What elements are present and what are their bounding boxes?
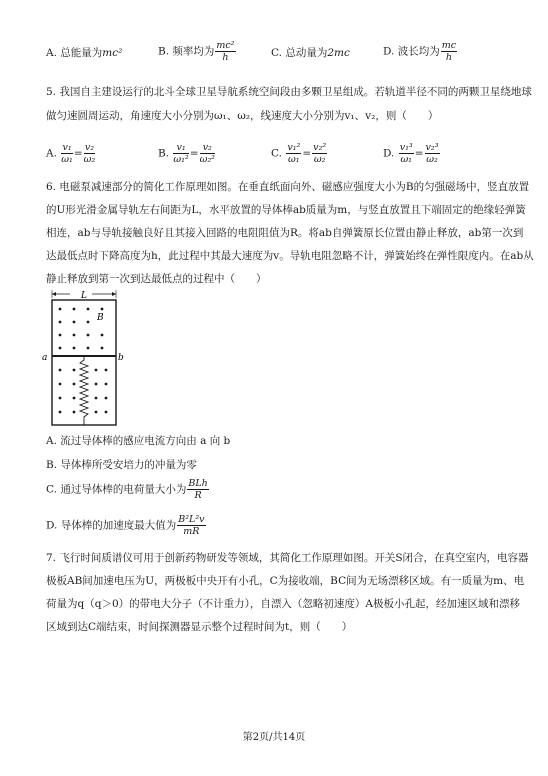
q4-option-a-label: A. 总能量为 <box>46 47 103 59</box>
q5-stem-line2: 做匀速圆周运动，角速度大小分别为ω₁、ω₂，线速度大小分别为v₁、v₂，则（ ） <box>46 110 439 122</box>
q6-option-c: C. 通过导体棒的电荷量大小为 $\frac{\text{BLh}}{R}$ <box>46 478 208 501</box>
q4-option-c-expr: 2mc <box>327 47 350 59</box>
q4-option-d <box>383 40 458 63</box>
q6-figure-label-b: b <box>118 353 124 363</box>
q6-stem-line2: 的U形光滑金属导轨左右间距为L，水平放置的导体棒ab质量为m，与竖直放置且下端固定的绝缘轻弹簧 <box>46 204 526 216</box>
q4-option-c <box>271 46 350 60</box>
q4-option-d-frac: $\frac{mc}{h}$ <box>441 40 457 63</box>
q6-figure <box>40 288 130 428</box>
q7-stem-line1: 7. 飞行时间质谱仪可用于创新药物研发等领域，其简化工作原理如图。开关S闭合，在真空室内，电容器 <box>46 552 529 564</box>
q4-option-d-label: D. 波长均为 <box>383 45 440 58</box>
q6-figure-label-L: L <box>81 291 87 301</box>
q7-stem-line4: 区域到达C端结束，时间探测器显示整个过程时间为t，则（ ） <box>46 621 353 633</box>
q4-option-b <box>158 40 237 63</box>
q5-option-a: A. $\frac{\text{v₁}}{\text{ω₁}}$ = $\frac{\text{v₂}}{\text{ω₂}}$ <box>46 142 96 165</box>
q4-option-b-frac: $\frac{\text{mc²}}{h}$ <box>216 40 235 63</box>
q6-option-a: A. 流过导体棒的感应电流方向由 a 向 b <box>46 435 231 447</box>
q4-option-c-label: C. 总动量为 <box>271 47 328 59</box>
q6-figure-label-B: B <box>97 313 104 323</box>
q7-stem-line2: 极板AB间加速电压为U，两极板中央开有小孔，C为接收端，BC间为无场漂移区域。有一质量为m、电 <box>46 575 525 587</box>
q4-option-a <box>46 46 122 60</box>
q6-option-d: D. 导体棒的加速度最大值为 $\frac{\text{B²L²v}}{mR}$ <box>46 514 205 537</box>
q4-option-b-label: B. 频率均为 <box>158 45 215 58</box>
page-footer: 第2页/共14页 <box>242 732 306 743</box>
q5-option-d: D. $\frac{\text{v₁³}}{\text{ω₁}}$ = $\frac{\text{v₂³}}{\text{ω₂}}$ <box>383 142 439 165</box>
spring <box>80 356 88 425</box>
q5-option-c: C. $\frac{\text{v₁²}}{\text{ω₁}}$ = $\frac{\text{v₂²}}{\text{ω₂}}$ <box>271 142 327 165</box>
q5-option-b: B. $\frac{\text{v₁}}{\text{ω₁²}}$ = $\frac{\text{v₂}}{\text{ω₂²}}$ <box>158 142 215 165</box>
q6-figure-label-a: a <box>42 353 48 363</box>
q6-option-b: B. 导体棒所受安培力的冲量为零 <box>46 459 197 471</box>
q5-stem-line1: 5. 我国自主建设运行的北斗全球卫星导航系统空间段由多颗卫星组成。若轨道半径不同的两颗卫星绕地球 <box>46 86 532 98</box>
q6-stem-line5: 静止释放到第一次到达最低点的过程中（ ） <box>46 273 267 285</box>
q6-stem-line1: 6. 电磁泵减速部分的简化工作原理如图。在垂直纸面向外、磁感应强度大小为B的匀强磁场中，竖直放置 <box>46 181 530 193</box>
q6-stem-line4: 达最低点时下降高度为h，此过程中其最大速度为v。导轨电阻忽略不计，弹簧始终在弹性限度内。在ab从 <box>46 250 534 262</box>
q6-stem-line3: 相连，ab与导轨接触良好且其接入回路的电阻阻值为R。将ab自弹簧原长位置由静止释放，ab第一次到 <box>46 227 524 239</box>
q4-option-a-expr: mc² <box>102 47 123 59</box>
q7-stem-line3: 荷量为q（q＞0）的带电大分子（不计重力），自漂入（忽略初速度）A极板小孔起，经加速区域和漂移 <box>46 598 520 610</box>
